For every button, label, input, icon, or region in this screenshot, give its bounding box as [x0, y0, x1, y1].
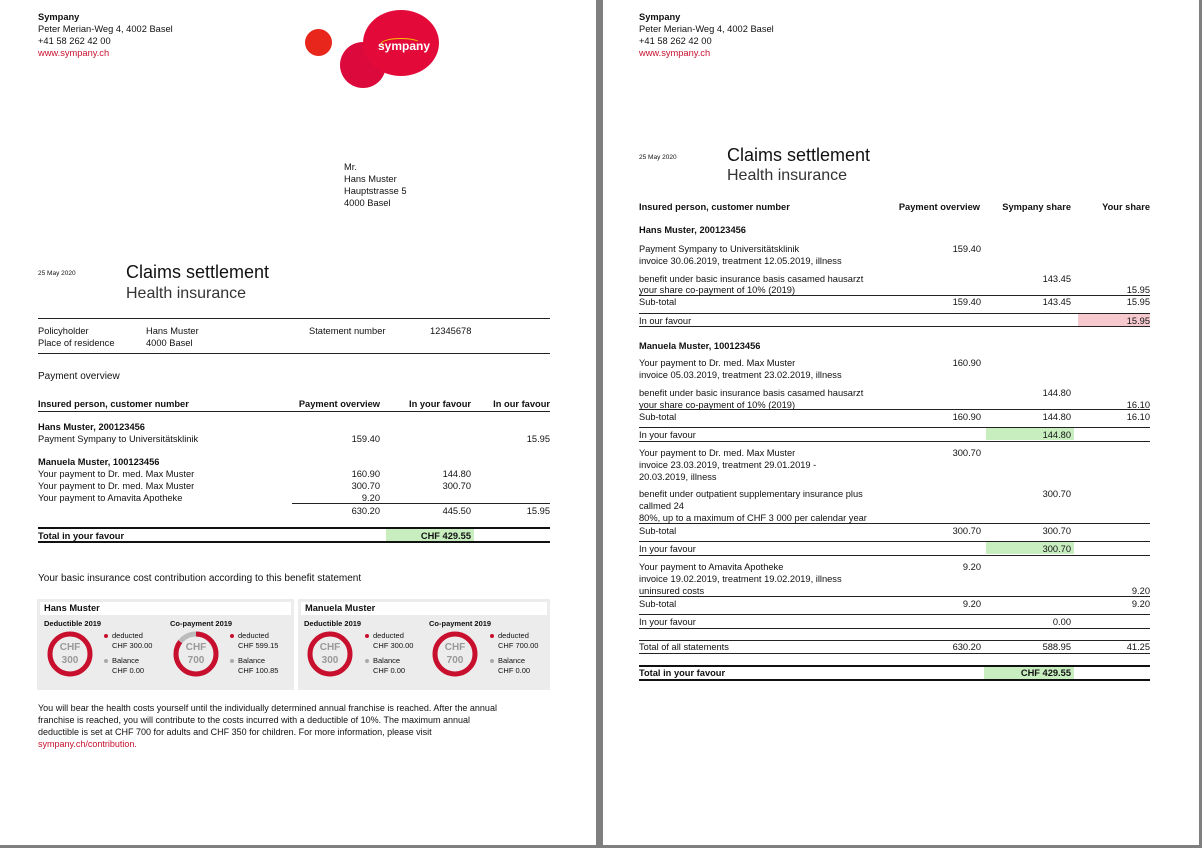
grey-dot-icon	[490, 659, 494, 663]
col-header-our-favour: In our favour	[493, 399, 550, 409]
sum-our-favour: 15.95	[526, 506, 550, 516]
recipient-city: 4000 Basel	[344, 198, 391, 208]
grey-dot-icon	[365, 659, 369, 663]
benefit-line: benefit under basic insurance basis casamed hausarzt	[639, 274, 864, 284]
subtotal-label: Sub-total	[639, 599, 677, 609]
sender-name: Sympany	[639, 12, 681, 22]
favour-label: In your favour	[639, 544, 696, 554]
contribution-card	[298, 599, 550, 690]
subtotal-sympany: 144.80	[1042, 412, 1071, 422]
deductible-ring	[46, 630, 94, 678]
item-title: Payment Sympany to Universitätsklinik	[639, 244, 800, 254]
table-row-label: Payment Sympany to Universitätsklinik	[38, 434, 199, 444]
favour-value: 15.95	[1126, 316, 1150, 326]
deducted-legend: deducted	[230, 631, 269, 640]
sender-address: Peter Merian-Weg 4, 4002 Basel	[38, 24, 173, 34]
subtotal-payment: 300.70	[952, 526, 981, 536]
footer-text-line: You will bear the health costs yourself until the individually determined annual franchise is reached. After the annual	[38, 703, 497, 713]
ring-amount: 700	[446, 655, 464, 666]
subtotal-label: Sub-total	[639, 297, 677, 307]
deducted-value: CHF 599.15	[238, 641, 279, 650]
sender-phone: +41 58 262 42 00	[639, 36, 712, 46]
uninsured-line: uninsured costs	[639, 586, 705, 596]
favour-value: 300.70	[1042, 544, 1071, 554]
table-cell-our-favour: 15.95	[526, 434, 550, 444]
divider	[639, 614, 1150, 615]
recipient-street: Hauptstrasse 5	[344, 186, 407, 196]
table-cell-payment: 159.40	[351, 434, 380, 444]
divider	[639, 628, 1150, 629]
item-subtitle: invoice 19.02.2019, treatment 19.02.2019, illness	[639, 574, 842, 584]
benefit-line: benefit under basic insurance basis casamed hausarzt	[639, 388, 864, 398]
copay-line: your share co-payment of 10% (2019)	[639, 285, 796, 295]
deductible-ring	[306, 630, 354, 678]
red-dot-icon	[104, 634, 108, 638]
deducted-legend: deducted	[490, 631, 529, 640]
benefit-line: benefit under outpatient supplementary insurance plus	[639, 489, 863, 499]
deducted-legend: deducted	[104, 631, 143, 640]
grey-dot-icon	[230, 659, 234, 663]
deducted-value: CHF 300.00	[373, 641, 414, 650]
divider	[639, 555, 1150, 556]
page-subtitle: Health insurance	[126, 285, 247, 302]
red-dot-icon	[230, 634, 234, 638]
deducted-value: CHF 300.00	[112, 641, 153, 650]
ring-currency: CHF	[319, 642, 341, 653]
total-all-payment: 630.20	[952, 642, 981, 652]
balance-legend: Balance	[490, 656, 525, 665]
residence-value: 4000 Basel	[146, 338, 193, 348]
page-title: Claims settlement	[126, 262, 270, 282]
copay-label: Co-payment 2019	[170, 619, 233, 628]
balance-value: CHF 0.00	[112, 666, 145, 675]
table-cell-payment: 300.70	[351, 481, 380, 491]
table-row-label: Your payment to Dr. med. Max Muster	[38, 469, 195, 479]
statement-date: 25 May 2020	[639, 154, 677, 161]
divider	[38, 353, 550, 354]
logo-wordmark: sympany	[378, 39, 431, 53]
recipient-salutation: Mr.	[344, 162, 357, 172]
sum-payment: 630.20	[351, 506, 380, 516]
sender-name: Sympany	[38, 12, 80, 22]
favour-label: In our favour	[639, 316, 692, 326]
person-heading: Hans Muster, 200123456	[639, 225, 746, 235]
col-header-person: Insured person, customer number	[38, 399, 189, 409]
ring-currency: CHF	[444, 642, 466, 653]
total-all-your: 41.25	[1126, 642, 1150, 652]
item-subtitle: 20.03.2019, illness	[639, 472, 717, 482]
sender-website-link[interactable]: www.sympany.ch	[38, 48, 110, 58]
table-cell-your-favour: 144.80	[442, 469, 471, 479]
balance-legend: Balance	[104, 656, 139, 665]
balance-value: CHF 0.00	[373, 666, 406, 675]
ring-amount: 700	[187, 655, 205, 666]
total-divider	[639, 679, 1150, 681]
ring-currency: CHF	[185, 642, 207, 653]
col-header-person: Insured person, customer number	[639, 202, 790, 212]
balance-legend: Balance	[230, 656, 265, 665]
total-value: CHF 429.55	[1020, 668, 1071, 678]
item-payment: 9.20	[962, 562, 981, 572]
deductible-label: Deductible 2019	[304, 619, 362, 628]
subtotal-your: 15.95	[1126, 297, 1150, 307]
deducted-legend: deducted	[365, 631, 404, 640]
total-label: Total in your favour	[38, 531, 125, 541]
subtotal-payment: 9.20	[962, 599, 981, 609]
table-cell-your-favour: 300.70	[442, 481, 471, 491]
deductible-label: Deductible 2019	[44, 619, 102, 628]
col-header-payment: Payment overview	[898, 202, 980, 212]
footer-text-line: deductible is set at CHF 700 for adults and CHF 350 for children. For more information, please visit	[38, 727, 432, 737]
person-heading: Manuela Muster, 100123456	[639, 341, 761, 351]
contribution-link[interactable]: sympany.ch/contribution.	[38, 739, 137, 749]
divider	[639, 523, 1150, 524]
uninsured-your: 9.20	[1131, 586, 1150, 596]
red-dot-icon	[365, 634, 369, 638]
item-title: Your payment to Amavita Apotheke	[639, 562, 784, 572]
subtotal-payment: 160.90	[952, 412, 981, 422]
benefit-line: callmed 24	[639, 501, 684, 511]
favour-value: 144.80	[1042, 430, 1071, 440]
divider	[639, 596, 1150, 597]
item-payment: 300.70	[952, 448, 981, 458]
subtotal-sympany: 300.70	[1042, 526, 1071, 536]
item-title: Your payment to Dr. med. Max Muster	[639, 448, 796, 458]
copay-label: Co-payment 2019	[429, 619, 492, 628]
table-cell-payment: 9.20	[361, 493, 380, 503]
card-person-name: Hans Muster	[40, 602, 291, 615]
total-label: Total in your favour	[639, 668, 726, 678]
page-subtitle: Health insurance	[727, 167, 848, 184]
person-heading: Hans Muster, 200123456	[38, 422, 145, 432]
total-value: CHF 429.55	[420, 531, 471, 541]
favour-label: In your favour	[639, 617, 696, 627]
statement-date: 25 May 2020	[38, 270, 76, 277]
logo-dot-small	[305, 29, 332, 56]
col-header-payment: Payment overview	[298, 399, 380, 409]
red-dot-icon	[490, 634, 494, 638]
balance-value: CHF 100.85	[238, 666, 279, 675]
ring-amount: 300	[61, 655, 79, 666]
contribution-card	[37, 599, 294, 690]
sender-website-link[interactable]: www.sympany.ch	[639, 48, 711, 58]
benefit-line: 80%, up to a maximum of CHF 3 000 per calendar year	[639, 513, 867, 523]
table-row-label: Your payment to Amavita Apotheke	[38, 493, 183, 503]
item-payment: 160.90	[952, 358, 981, 368]
statement-number-label: Statement number	[309, 326, 386, 336]
item-subtitle: invoice 30.06.2019, treatment 12.05.2019, illness	[639, 256, 842, 266]
total-all-sympany: 588.95	[1042, 642, 1071, 652]
statement-page-2	[603, 0, 1199, 845]
deducted-value: CHF 700.00	[498, 641, 539, 650]
item-payment: 159.40	[952, 244, 981, 254]
col-header-sympany: Sympany share	[1002, 202, 1071, 212]
divider	[38, 411, 550, 412]
policyholder-value: Hans Muster	[146, 326, 199, 336]
divider	[639, 326, 1150, 327]
residence-label: Place of residence	[38, 338, 115, 348]
benefit-sympany: 144.80	[1042, 388, 1071, 398]
divider	[38, 318, 550, 319]
total-all-label: Total of all statements	[639, 642, 729, 652]
sum-divider	[292, 503, 550, 504]
payment-overview-heading: Payment overview	[38, 371, 120, 382]
copay-your: 16.10	[1126, 400, 1150, 410]
balance-legend: Balance	[365, 656, 400, 665]
item-subtitle: invoice 23.03.2019, treatment 29.01.2019 -	[639, 460, 817, 470]
sender-phone: +41 58 262 42 00	[38, 36, 111, 46]
footer-text-line: franchise is reached, you will contribute to the costs incurred with a deductible of 10%. The maximum annual	[38, 715, 471, 725]
subtotal-sympany: 143.45	[1042, 297, 1071, 307]
sum-your-favour: 445.50	[442, 506, 471, 516]
col-header-your-favour: In your favour	[409, 399, 471, 409]
benefit-sympany: 143.45	[1042, 274, 1071, 284]
col-header-your-share: Your share	[1102, 202, 1150, 212]
balance-value: CHF 0.00	[498, 666, 531, 675]
statement-number-value: 12345678	[430, 326, 472, 336]
divider	[639, 313, 1150, 314]
divider	[639, 653, 1150, 654]
item-title: Your payment to Dr. med. Max Muster	[639, 358, 796, 368]
card-person-name: Manuela Muster	[301, 602, 547, 615]
copay-your: 15.95	[1126, 285, 1150, 295]
table-row-label: Your payment to Dr. med. Max Muster	[38, 481, 195, 491]
policyholder-label: Policyholder	[38, 326, 89, 336]
divider	[639, 409, 1150, 410]
ring-amount: 300	[321, 655, 339, 666]
divider	[639, 441, 1150, 442]
ring-currency: CHF	[59, 642, 81, 653]
statement-page-1	[0, 0, 596, 845]
subtotal-your: 9.20	[1131, 599, 1150, 609]
favour-value: 0.00	[1052, 617, 1071, 627]
total-divider	[38, 541, 550, 543]
item-subtitle: invoice 05.03.2019, treatment 23.02.2019, illness	[639, 370, 842, 380]
copay-ring	[431, 630, 479, 678]
benefit-sympany: 300.70	[1042, 489, 1071, 499]
contribution-heading: Your basic insurance cost contribution according to this benefit statement	[38, 573, 362, 584]
subtotal-payment: 159.40	[952, 297, 981, 307]
copay-ring	[172, 630, 220, 678]
subtotal-your: 16.10	[1126, 412, 1150, 422]
table-cell-payment: 160.90	[351, 469, 380, 479]
subtotal-label: Sub-total	[639, 412, 677, 422]
grey-dot-icon	[104, 659, 108, 663]
recipient-name: Hans Muster	[344, 174, 397, 184]
page-title: Claims settlement	[727, 145, 871, 165]
sender-address: Peter Merian-Weg 4, 4002 Basel	[639, 24, 774, 34]
person-heading: Manuela Muster, 100123456	[38, 457, 160, 467]
copay-line: your share co-payment of 10% (2019)	[639, 400, 796, 410]
subtotal-label: Sub-total	[639, 526, 677, 536]
favour-label: In your favour	[639, 430, 696, 440]
